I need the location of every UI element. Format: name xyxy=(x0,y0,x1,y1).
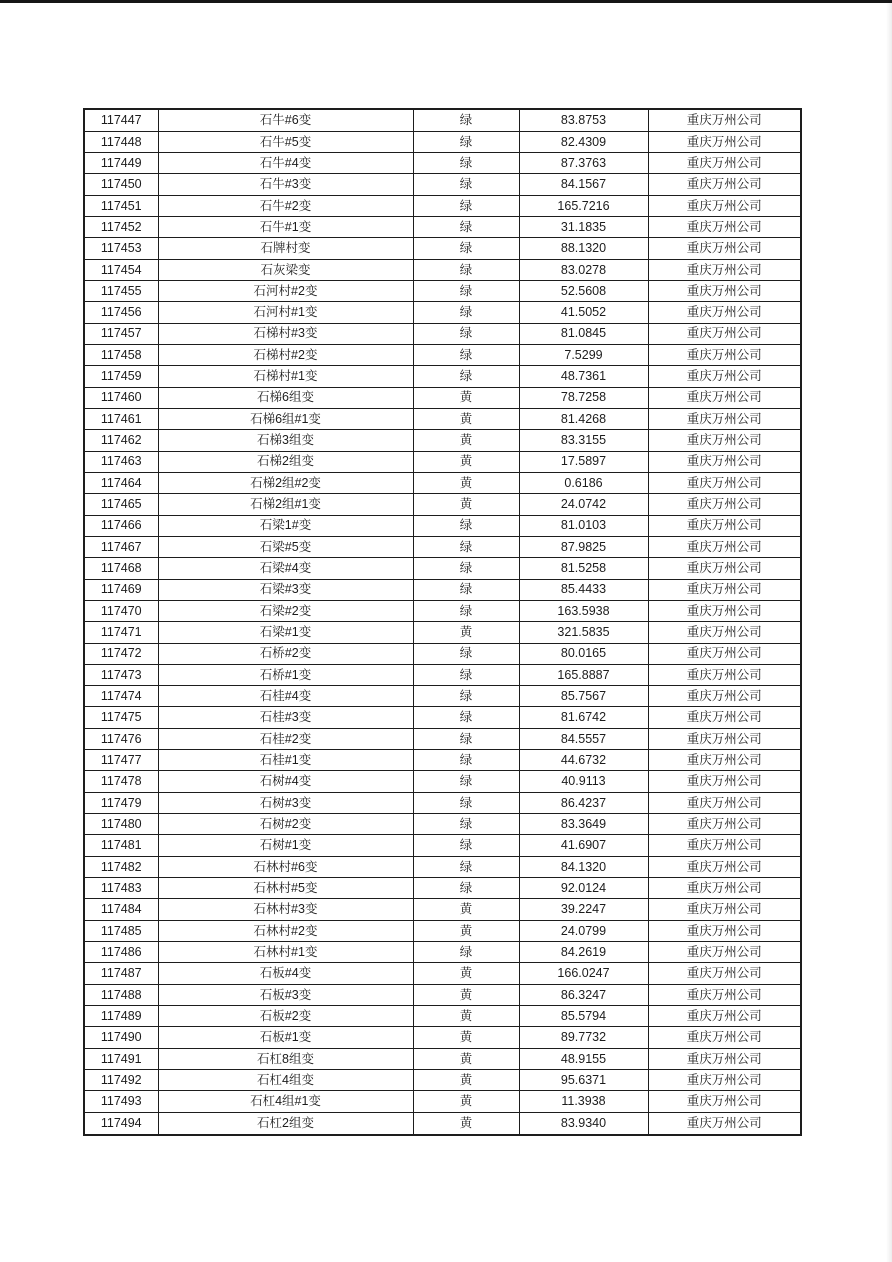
cell-value: 321.5835 xyxy=(519,622,648,643)
cell-value: 83.0278 xyxy=(519,259,648,280)
cell-company: 重庆万州公司 xyxy=(648,536,801,557)
table-row xyxy=(84,302,801,323)
table-row xyxy=(84,323,801,344)
table-row xyxy=(84,664,801,685)
cell-status: 绿 xyxy=(413,835,519,856)
cell-id: 117479 xyxy=(84,792,158,813)
cell-name: 石桥#1变 xyxy=(158,664,413,685)
cell-name: 石梁#1变 xyxy=(158,622,413,643)
cell-name: 石牛#2变 xyxy=(158,195,413,216)
cell-status: 绿 xyxy=(413,558,519,579)
cell-value: 41.5052 xyxy=(519,302,648,323)
cell-value: 165.8887 xyxy=(519,664,648,685)
table-row xyxy=(84,1027,801,1048)
cell-name: 石桂#1变 xyxy=(158,750,413,771)
cell-company: 重庆万州公司 xyxy=(648,878,801,899)
table-row xyxy=(84,536,801,557)
cell-status: 绿 xyxy=(413,728,519,749)
cell-status: 绿 xyxy=(413,707,519,728)
cell-name: 石树#3变 xyxy=(158,792,413,813)
cell-value: 11.3938 xyxy=(519,1091,648,1112)
table-row xyxy=(84,109,801,131)
cell-company: 重庆万州公司 xyxy=(648,984,801,1005)
cell-name: 石梁#5变 xyxy=(158,536,413,557)
cell-name: 石梯村#2变 xyxy=(158,344,413,365)
cell-value: 87.3763 xyxy=(519,152,648,173)
cell-status: 绿 xyxy=(413,686,519,707)
cell-company: 重庆万州公司 xyxy=(648,814,801,835)
cell-id: 117448 xyxy=(84,131,158,152)
cell-value: 84.1567 xyxy=(519,174,648,195)
cell-value: 48.7361 xyxy=(519,366,648,387)
table-row xyxy=(84,280,801,301)
cell-status: 绿 xyxy=(413,750,519,771)
table-row xyxy=(84,600,801,621)
cell-status: 绿 xyxy=(413,643,519,664)
cell-name: 石杠4组变 xyxy=(158,1070,413,1091)
cell-value: 80.0165 xyxy=(519,643,648,664)
cell-name: 石林村#2变 xyxy=(158,920,413,941)
cell-status: 黄 xyxy=(413,963,519,984)
cell-value: 24.0799 xyxy=(519,920,648,941)
cell-name: 石梯村#3变 xyxy=(158,323,413,344)
cell-name: 石梯村#1变 xyxy=(158,366,413,387)
cell-value: 89.7732 xyxy=(519,1027,648,1048)
cell-name: 石牛#4变 xyxy=(158,152,413,173)
cell-company: 重庆万州公司 xyxy=(648,707,801,728)
cell-value: 85.5794 xyxy=(519,1006,648,1027)
cell-id: 117476 xyxy=(84,728,158,749)
cell-status: 绿 xyxy=(413,344,519,365)
cell-status: 黄 xyxy=(413,430,519,451)
cell-name: 石梯6组#1变 xyxy=(158,408,413,429)
cell-id: 117458 xyxy=(84,344,158,365)
cell-status: 绿 xyxy=(413,280,519,301)
cell-company: 重庆万州公司 xyxy=(648,771,801,792)
table-row xyxy=(84,963,801,984)
table-row xyxy=(84,216,801,237)
cell-value: 85.7567 xyxy=(519,686,648,707)
cell-name: 石牌村变 xyxy=(158,238,413,259)
cell-id: 117457 xyxy=(84,323,158,344)
cell-value: 83.3155 xyxy=(519,430,648,451)
cell-status: 绿 xyxy=(413,600,519,621)
cell-value: 81.0103 xyxy=(519,515,648,536)
table-row xyxy=(84,920,801,941)
cell-value: 83.9340 xyxy=(519,1112,648,1135)
cell-company: 重庆万州公司 xyxy=(648,430,801,451)
cell-status: 绿 xyxy=(413,216,519,237)
cell-company: 重庆万州公司 xyxy=(648,1112,801,1135)
cell-name: 石河村#2变 xyxy=(158,280,413,301)
cell-name: 石灰梁变 xyxy=(158,259,413,280)
cell-company: 重庆万州公司 xyxy=(648,387,801,408)
table-row xyxy=(84,942,801,963)
cell-value: 31.1835 xyxy=(519,216,648,237)
table-row xyxy=(84,451,801,472)
cell-id: 117464 xyxy=(84,472,158,493)
cell-name: 石林村#3变 xyxy=(158,899,413,920)
cell-id: 117469 xyxy=(84,579,158,600)
cell-value: 83.8753 xyxy=(519,109,648,131)
cell-company: 重庆万州公司 xyxy=(648,1027,801,1048)
cell-company: 重庆万州公司 xyxy=(648,963,801,984)
cell-company: 重庆万州公司 xyxy=(648,686,801,707)
cell-status: 黄 xyxy=(413,1027,519,1048)
cell-company: 重庆万州公司 xyxy=(648,792,801,813)
table-row xyxy=(84,366,801,387)
cell-company: 重庆万州公司 xyxy=(648,238,801,259)
cell-id: 117453 xyxy=(84,238,158,259)
cell-id: 117478 xyxy=(84,771,158,792)
cell-name: 石林村#5变 xyxy=(158,878,413,899)
cell-name: 石梁#3变 xyxy=(158,579,413,600)
table-row xyxy=(84,152,801,173)
table-row xyxy=(84,856,801,877)
cell-id: 117462 xyxy=(84,430,158,451)
cell-value: 44.6732 xyxy=(519,750,648,771)
cell-value: 78.7258 xyxy=(519,387,648,408)
cell-company: 重庆万州公司 xyxy=(648,408,801,429)
cell-status: 绿 xyxy=(413,814,519,835)
cell-company: 重庆万州公司 xyxy=(648,451,801,472)
table-row xyxy=(84,430,801,451)
cell-company: 重庆万州公司 xyxy=(648,835,801,856)
cell-name: 石梁#2变 xyxy=(158,600,413,621)
table-row xyxy=(84,515,801,536)
cell-id: 117490 xyxy=(84,1027,158,1048)
cell-status: 绿 xyxy=(413,366,519,387)
cell-status: 绿 xyxy=(413,878,519,899)
cell-id: 117451 xyxy=(84,195,158,216)
cell-value: 81.0845 xyxy=(519,323,648,344)
cell-value: 81.6742 xyxy=(519,707,648,728)
cell-value: 163.5938 xyxy=(519,600,648,621)
cell-id: 117447 xyxy=(84,109,158,131)
table-row xyxy=(84,387,801,408)
table-row xyxy=(84,195,801,216)
cell-name: 石牛#3变 xyxy=(158,174,413,195)
cell-company: 重庆万州公司 xyxy=(648,280,801,301)
data-table-container xyxy=(83,108,800,1136)
cell-status: 绿 xyxy=(413,259,519,280)
cell-status: 黄 xyxy=(413,1006,519,1027)
cell-status: 黄 xyxy=(413,494,519,515)
table-row xyxy=(84,408,801,429)
cell-id: 117488 xyxy=(84,984,158,1005)
cell-name: 石林村#1变 xyxy=(158,942,413,963)
cell-id: 117463 xyxy=(84,451,158,472)
cell-value: 84.5557 xyxy=(519,728,648,749)
cell-id: 117468 xyxy=(84,558,158,579)
cell-company: 重庆万州公司 xyxy=(648,1006,801,1027)
cell-value: 48.9155 xyxy=(519,1048,648,1069)
page-edge-shade xyxy=(886,0,892,1262)
cell-value: 0.6186 xyxy=(519,472,648,493)
cell-company: 重庆万州公司 xyxy=(648,494,801,515)
cell-company: 重庆万州公司 xyxy=(648,579,801,600)
cell-value: 82.4309 xyxy=(519,131,648,152)
table-row xyxy=(84,899,801,920)
cell-status: 绿 xyxy=(413,174,519,195)
cell-status: 绿 xyxy=(413,238,519,259)
cell-status: 黄 xyxy=(413,920,519,941)
cell-name: 石树#1变 xyxy=(158,835,413,856)
cell-value: 87.9825 xyxy=(519,536,648,557)
table-row xyxy=(84,1091,801,1112)
table-row xyxy=(84,686,801,707)
cell-company: 重庆万州公司 xyxy=(648,131,801,152)
cell-id: 117485 xyxy=(84,920,158,941)
cell-company: 重庆万州公司 xyxy=(648,344,801,365)
cell-value: 86.4237 xyxy=(519,792,648,813)
cell-status: 黄 xyxy=(413,984,519,1005)
cell-id: 117477 xyxy=(84,750,158,771)
table-row xyxy=(84,238,801,259)
table-row xyxy=(84,728,801,749)
cell-name: 石梯3组变 xyxy=(158,430,413,451)
table-row xyxy=(84,131,801,152)
table-row xyxy=(84,878,801,899)
cell-status: 绿 xyxy=(413,664,519,685)
cell-status: 黄 xyxy=(413,622,519,643)
cell-name: 石树#2变 xyxy=(158,814,413,835)
cell-id: 117467 xyxy=(84,536,158,557)
cell-status: 黄 xyxy=(413,1091,519,1112)
table-row xyxy=(84,259,801,280)
cell-id: 117460 xyxy=(84,387,158,408)
cell-company: 重庆万州公司 xyxy=(648,643,801,664)
cell-status: 绿 xyxy=(413,109,519,131)
cell-company: 重庆万州公司 xyxy=(648,622,801,643)
cell-id: 117487 xyxy=(84,963,158,984)
cell-status: 绿 xyxy=(413,771,519,792)
cell-id: 117483 xyxy=(84,878,158,899)
cell-value: 84.1320 xyxy=(519,856,648,877)
cell-company: 重庆万州公司 xyxy=(648,920,801,941)
cell-company: 重庆万州公司 xyxy=(648,323,801,344)
cell-value: 52.5608 xyxy=(519,280,648,301)
cell-company: 重庆万州公司 xyxy=(648,174,801,195)
table-row xyxy=(84,814,801,835)
cell-id: 117459 xyxy=(84,366,158,387)
cell-value: 85.4433 xyxy=(519,579,648,600)
table-body xyxy=(84,109,801,1135)
cell-status: 黄 xyxy=(413,899,519,920)
cell-id: 117493 xyxy=(84,1091,158,1112)
cell-status: 绿 xyxy=(413,856,519,877)
cell-id: 117452 xyxy=(84,216,158,237)
cell-status: 黄 xyxy=(413,1070,519,1091)
table-row xyxy=(84,984,801,1005)
cell-name: 石梯2组变 xyxy=(158,451,413,472)
cell-company: 重庆万州公司 xyxy=(648,216,801,237)
cell-name: 石林村#6变 xyxy=(158,856,413,877)
cell-company: 重庆万州公司 xyxy=(648,366,801,387)
cell-status: 黄 xyxy=(413,451,519,472)
cell-id: 117471 xyxy=(84,622,158,643)
cell-value: 24.0742 xyxy=(519,494,648,515)
cell-value: 86.3247 xyxy=(519,984,648,1005)
table-row xyxy=(84,174,801,195)
cell-id: 117484 xyxy=(84,899,158,920)
cell-status: 黄 xyxy=(413,408,519,429)
cell-company: 重庆万州公司 xyxy=(648,600,801,621)
cell-status: 黄 xyxy=(413,1112,519,1135)
cell-status: 黄 xyxy=(413,387,519,408)
cell-company: 重庆万州公司 xyxy=(648,302,801,323)
cell-id: 117474 xyxy=(84,686,158,707)
cell-value: 41.6907 xyxy=(519,835,648,856)
data-table xyxy=(83,108,802,1136)
cell-id: 117466 xyxy=(84,515,158,536)
cell-company: 重庆万州公司 xyxy=(648,664,801,685)
cell-name: 石牛#1变 xyxy=(158,216,413,237)
table-row xyxy=(84,1006,801,1027)
cell-id: 117472 xyxy=(84,643,158,664)
cell-name: 石河村#1变 xyxy=(158,302,413,323)
table-row xyxy=(84,835,801,856)
cell-name: 石桂#3变 xyxy=(158,707,413,728)
cell-value: 17.5897 xyxy=(519,451,648,472)
cell-name: 石桂#2变 xyxy=(158,728,413,749)
cell-company: 重庆万州公司 xyxy=(648,109,801,131)
cell-company: 重庆万州公司 xyxy=(648,195,801,216)
table-row xyxy=(84,792,801,813)
cell-id: 117480 xyxy=(84,814,158,835)
cell-status: 绿 xyxy=(413,323,519,344)
table-row xyxy=(84,1112,801,1135)
cell-company: 重庆万州公司 xyxy=(648,152,801,173)
cell-company: 重庆万州公司 xyxy=(648,942,801,963)
cell-name: 石牛#5变 xyxy=(158,131,413,152)
cell-id: 117465 xyxy=(84,494,158,515)
cell-company: 重庆万州公司 xyxy=(648,259,801,280)
cell-id: 117456 xyxy=(84,302,158,323)
cell-value: 81.5258 xyxy=(519,558,648,579)
cell-name: 石杠8组变 xyxy=(158,1048,413,1069)
cell-status: 绿 xyxy=(413,131,519,152)
cell-company: 重庆万州公司 xyxy=(648,899,801,920)
cell-status: 绿 xyxy=(413,515,519,536)
cell-status: 绿 xyxy=(413,195,519,216)
cell-id: 117450 xyxy=(84,174,158,195)
cell-company: 重庆万州公司 xyxy=(648,472,801,493)
cell-name: 石板#2变 xyxy=(158,1006,413,1027)
table-row xyxy=(84,643,801,664)
cell-id: 117481 xyxy=(84,835,158,856)
table-row xyxy=(84,622,801,643)
cell-value: 166.0247 xyxy=(519,963,648,984)
cell-name: 石板#1变 xyxy=(158,1027,413,1048)
cell-name: 石桂#4变 xyxy=(158,686,413,707)
cell-name: 石梯2组#2变 xyxy=(158,472,413,493)
cell-value: 7.5299 xyxy=(519,344,648,365)
cell-status: 绿 xyxy=(413,792,519,813)
cell-name: 石梁#4变 xyxy=(158,558,413,579)
cell-status: 绿 xyxy=(413,536,519,557)
cell-value: 84.2619 xyxy=(519,942,648,963)
cell-id: 117482 xyxy=(84,856,158,877)
cell-id: 117449 xyxy=(84,152,158,173)
table-row xyxy=(84,344,801,365)
cell-id: 117454 xyxy=(84,259,158,280)
cell-value: 165.7216 xyxy=(519,195,648,216)
cell-id: 117491 xyxy=(84,1048,158,1069)
cell-status: 绿 xyxy=(413,302,519,323)
cell-id: 117494 xyxy=(84,1112,158,1135)
cell-name: 石牛#6变 xyxy=(158,109,413,131)
cell-name: 石梯2组#1变 xyxy=(158,494,413,515)
cell-id: 117473 xyxy=(84,664,158,685)
cell-name: 石梁1#变 xyxy=(158,515,413,536)
table-row xyxy=(84,750,801,771)
cell-value: 81.4268 xyxy=(519,408,648,429)
cell-value: 83.3649 xyxy=(519,814,648,835)
table-row xyxy=(84,579,801,600)
cell-id: 117470 xyxy=(84,600,158,621)
table-row xyxy=(84,1048,801,1069)
cell-company: 重庆万州公司 xyxy=(648,856,801,877)
table-row xyxy=(84,771,801,792)
cell-status: 绿 xyxy=(413,152,519,173)
table-row xyxy=(84,494,801,515)
cell-status: 黄 xyxy=(413,1048,519,1069)
cell-company: 重庆万州公司 xyxy=(648,515,801,536)
cell-id: 117461 xyxy=(84,408,158,429)
cell-name: 石杠2组变 xyxy=(158,1112,413,1135)
cell-company: 重庆万州公司 xyxy=(648,1070,801,1091)
cell-id: 117489 xyxy=(84,1006,158,1027)
cell-company: 重庆万州公司 xyxy=(648,728,801,749)
cell-name: 石板#3变 xyxy=(158,984,413,1005)
cell-name: 石梯6组变 xyxy=(158,387,413,408)
cell-value: 88.1320 xyxy=(519,238,648,259)
cell-value: 40.9113 xyxy=(519,771,648,792)
cell-company: 重庆万州公司 xyxy=(648,1048,801,1069)
table-row xyxy=(84,707,801,728)
table-row xyxy=(84,558,801,579)
cell-name: 石板#4变 xyxy=(158,963,413,984)
table-row xyxy=(84,472,801,493)
cell-name: 石树#4变 xyxy=(158,771,413,792)
cell-value: 95.6371 xyxy=(519,1070,648,1091)
page-top-rule xyxy=(0,0,892,3)
cell-value: 92.0124 xyxy=(519,878,648,899)
cell-id: 117486 xyxy=(84,942,158,963)
cell-status: 黄 xyxy=(413,472,519,493)
cell-company: 重庆万州公司 xyxy=(648,1091,801,1112)
cell-value: 39.2247 xyxy=(519,899,648,920)
cell-status: 绿 xyxy=(413,942,519,963)
cell-id: 117492 xyxy=(84,1070,158,1091)
cell-company: 重庆万州公司 xyxy=(648,750,801,771)
table-row xyxy=(84,1070,801,1091)
cell-company: 重庆万州公司 xyxy=(648,558,801,579)
cell-name: 石杠4组#1变 xyxy=(158,1091,413,1112)
cell-id: 117475 xyxy=(84,707,158,728)
cell-status: 绿 xyxy=(413,579,519,600)
cell-name: 石桥#2变 xyxy=(158,643,413,664)
cell-id: 117455 xyxy=(84,280,158,301)
